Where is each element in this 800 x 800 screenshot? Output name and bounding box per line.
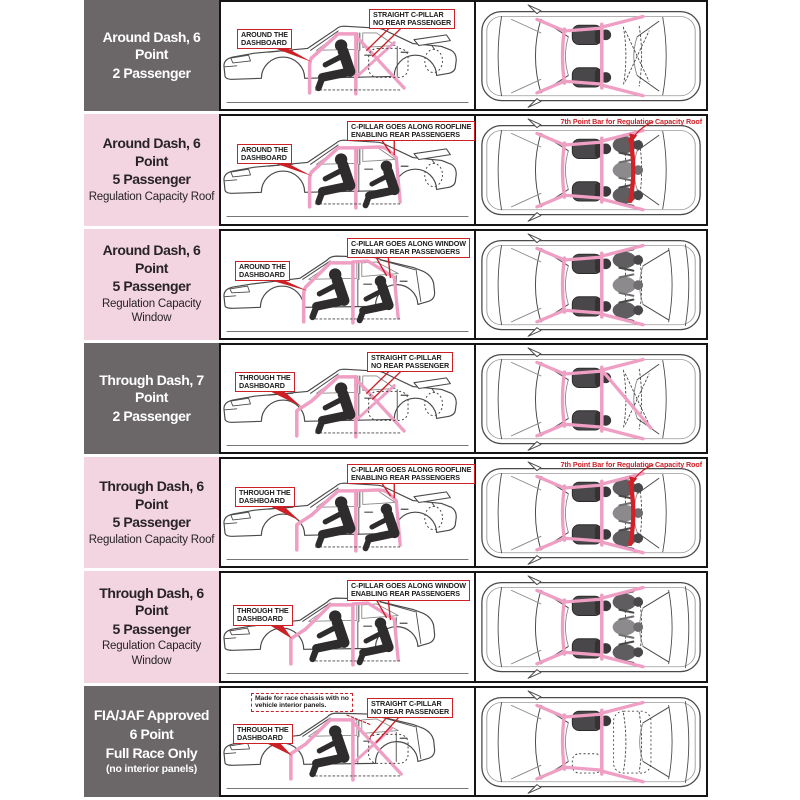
row-label-line3: Full Race Only bbox=[105, 745, 198, 762]
side-view-cell bbox=[219, 0, 476, 111]
c-pillar-callout-line2: NO REAR PASSENGER bbox=[371, 706, 450, 716]
row-label-line2: 5 Passenger bbox=[112, 171, 191, 188]
table-row bbox=[84, 0, 710, 114]
dash-callout-line1: THROUGH THE bbox=[239, 372, 291, 382]
dash-callout-line2: DASHBOARD bbox=[239, 496, 285, 506]
c-pillar-callout-line1: STRAIGHT C-PILLAR bbox=[371, 352, 442, 362]
c-pillar-callout bbox=[347, 121, 475, 141]
top-view-drawing bbox=[476, 688, 706, 795]
top-view-drawing bbox=[476, 573, 706, 680]
row-label-line1: Through Dash, 6 Point bbox=[99, 478, 204, 512]
top-view-cell bbox=[474, 457, 708, 568]
seventh-point-bar-label: 7th Point Bar for Regulation Capacity Roof bbox=[560, 117, 702, 127]
c-pillar-callout bbox=[367, 698, 453, 718]
row-label-line2: 2 Passenger bbox=[112, 64, 191, 81]
configuration-table bbox=[84, 0, 710, 800]
race-chassis-note bbox=[251, 693, 353, 712]
row-label-line2: 5 Passenger bbox=[112, 514, 191, 531]
side-view-cell bbox=[219, 686, 476, 797]
row-label-line3: Regulation Capacity Window bbox=[101, 297, 202, 325]
c-pillar-callout-line2: NO REAR PASSENGER bbox=[371, 360, 450, 370]
dashboard-callout bbox=[235, 261, 290, 281]
top-view-cell bbox=[474, 343, 708, 454]
dashboard-callout bbox=[235, 487, 295, 507]
row-label-line1: Around Dash, 6 Point bbox=[102, 28, 201, 63]
row-label-line3: Regulation Capacity Window bbox=[101, 640, 202, 668]
c-pillar-callout-line2: ENABLING REAR PASSENGERS bbox=[351, 589, 460, 599]
c-pillar-callout-line1: STRAIGHT C-PILLAR bbox=[373, 10, 444, 19]
dash-callout-line1: THROUGH THE bbox=[237, 606, 289, 616]
table-row bbox=[84, 229, 710, 343]
row-label-line1: FIA/JAF Approved bbox=[93, 707, 210, 724]
row-label bbox=[84, 0, 219, 111]
row-label bbox=[84, 114, 219, 225]
row-label-line2: 5 Passenger bbox=[112, 278, 191, 295]
top-view-drawing bbox=[476, 459, 706, 566]
dash-callout-line1: AROUND THE bbox=[241, 30, 288, 39]
table-row bbox=[84, 457, 710, 571]
c-pillar-callout-line2: ENABLING REAR PASSENGERS bbox=[351, 473, 460, 483]
row-label-line1: Through Dash, 6 Point bbox=[99, 584, 204, 619]
side-view-cell bbox=[219, 114, 476, 225]
dash-callout-line2: DASHBOARD bbox=[241, 38, 287, 48]
row-label bbox=[84, 457, 219, 568]
dash-callout-line2: DASHBOARD bbox=[241, 153, 287, 163]
dash-callout-line2: DASHBOARD bbox=[239, 269, 285, 279]
dash-callout-line2: DASHBOARD bbox=[237, 614, 283, 624]
dash-callout-line2: DASHBOARD bbox=[237, 732, 283, 742]
row-label-line1: Through Dash, 7 Point bbox=[99, 371, 204, 406]
c-pillar-callout bbox=[347, 580, 470, 600]
c-pillar-callout bbox=[347, 464, 475, 484]
row-label-line2: 2 Passenger bbox=[112, 407, 191, 424]
row-label bbox=[84, 229, 219, 340]
c-pillar-callout bbox=[369, 9, 455, 29]
c-pillar-callout-line1: C-PILLAR GOES ALONG WINDOW bbox=[351, 238, 466, 248]
row-label-line3: Regulation Capacity Roof bbox=[88, 533, 215, 546]
top-view-cell bbox=[474, 686, 708, 797]
dash-callout-line1: THROUGH THE bbox=[239, 488, 291, 498]
side-view-cell bbox=[219, 229, 476, 340]
dashboard-callout bbox=[237, 29, 292, 49]
c-pillar-callout-line2: ENABLING REAR PASSENGERS bbox=[351, 246, 460, 256]
table-row bbox=[84, 686, 710, 800]
top-view-drawing bbox=[476, 2, 706, 109]
row-label-line2: 6 Point bbox=[129, 725, 174, 742]
table-row bbox=[84, 114, 710, 228]
row-label-line4: (no interior panels) bbox=[105, 763, 198, 776]
side-view-cell bbox=[219, 571, 476, 682]
c-pillar-callout-line1: C-PILLAR GOES ALONG WINDOW bbox=[351, 581, 466, 591]
top-view-cell bbox=[474, 0, 708, 111]
row-label bbox=[84, 571, 219, 682]
c-pillar-callout-line1: C-PILLAR GOES ALONG ROOFLINE bbox=[351, 122, 472, 132]
top-view-drawing bbox=[476, 116, 706, 223]
row-label-line3: Regulation Capacity Roof bbox=[88, 190, 215, 203]
dash-callout-line1: AROUND THE bbox=[241, 145, 288, 155]
note-line2: vehicle interior panels. bbox=[255, 702, 327, 710]
top-view-cell bbox=[474, 114, 708, 225]
dashboard-callout bbox=[235, 372, 295, 392]
row-label bbox=[84, 686, 219, 797]
dash-callout-line1: THROUGH THE bbox=[237, 724, 289, 734]
row-label-line2: 5 Passenger bbox=[112, 620, 191, 637]
side-view-cell bbox=[219, 343, 476, 454]
dashboard-callout bbox=[233, 724, 293, 744]
note-line1: Made for race chassis with no bbox=[255, 694, 349, 702]
top-view-drawing bbox=[476, 231, 706, 338]
dashboard-callout bbox=[233, 605, 293, 625]
c-pillar-callout-line2: NO REAR PASSENGER bbox=[373, 18, 452, 28]
c-pillar-callout-line1: STRAIGHT C-PILLAR bbox=[371, 698, 442, 708]
table-row bbox=[84, 343, 710, 457]
row-label-line1: Around Dash, 6 Point bbox=[102, 135, 201, 169]
dash-callout-line2: DASHBOARD bbox=[239, 380, 285, 390]
dash-callout-line1: AROUND THE bbox=[239, 261, 286, 271]
row-label bbox=[84, 343, 219, 454]
top-view-cell bbox=[474, 229, 708, 340]
c-pillar-callout bbox=[367, 352, 453, 372]
top-view-drawing bbox=[476, 345, 706, 452]
dashboard-callout bbox=[237, 144, 292, 164]
c-pillar-callout-line2: ENABLING REAR PASSENGERS bbox=[351, 130, 460, 140]
c-pillar-callout-line1: C-PILLAR GOES ALONG ROOFLINE bbox=[351, 465, 472, 475]
top-view-cell bbox=[474, 571, 708, 682]
row-label-line1: Around Dash, 6 Point bbox=[102, 242, 201, 276]
seventh-point-bar-label: 7th Point Bar for Regulation Capacity Roof bbox=[560, 460, 702, 470]
side-view-cell bbox=[219, 457, 476, 568]
table-row bbox=[84, 571, 710, 685]
c-pillar-callout bbox=[347, 238, 470, 258]
